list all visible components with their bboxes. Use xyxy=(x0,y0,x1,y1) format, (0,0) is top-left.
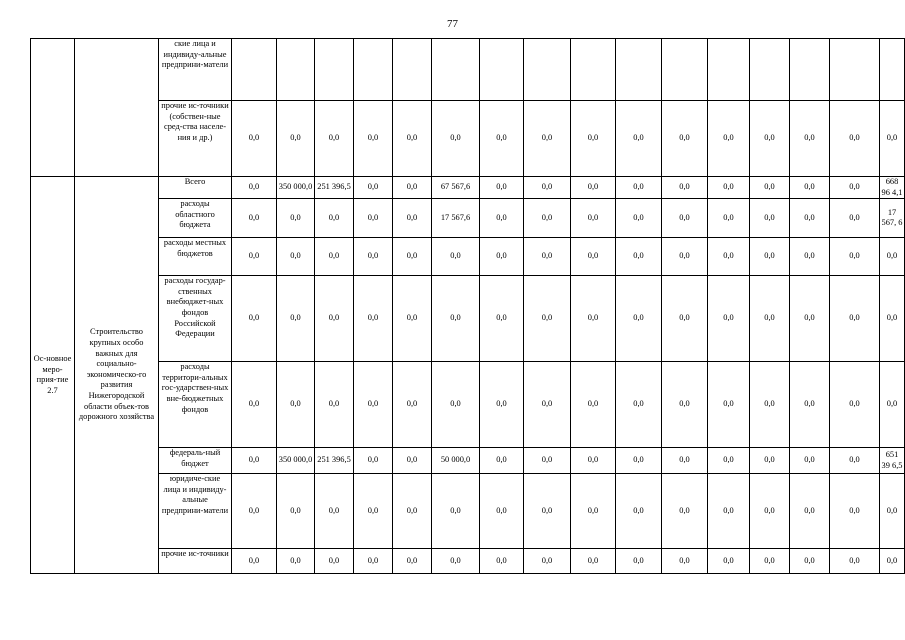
value-cell: 0,0 xyxy=(277,101,315,177)
value-cell xyxy=(750,39,790,101)
value-cell: 0,0 xyxy=(354,549,393,574)
value-cell: 0,0 xyxy=(480,238,524,276)
value-cell: 0,0 xyxy=(571,276,616,362)
funding-source-cell: Всего xyxy=(159,177,232,199)
value-cell xyxy=(616,39,662,101)
value-cell: 0,0 xyxy=(232,101,277,177)
value-cell: 0,0 xyxy=(480,199,524,238)
value-cell: 668 96 4,1 xyxy=(880,177,905,199)
value-cell: 0,0 xyxy=(790,362,830,448)
value-cell: 0,0 xyxy=(616,474,662,549)
value-cell: 0,0 xyxy=(790,474,830,549)
value-cell xyxy=(232,39,277,101)
value-cell: 0,0 xyxy=(616,448,662,474)
value-cell: 17 567, 6 xyxy=(880,199,905,238)
value-cell: 0,0 xyxy=(750,474,790,549)
table-row xyxy=(31,474,905,549)
value-cell: 0,0 xyxy=(315,101,354,177)
value-cell: 0,0 xyxy=(277,474,315,549)
value-cell xyxy=(790,39,830,101)
value-cell: 0,0 xyxy=(232,362,277,448)
value-cell: 0,0 xyxy=(616,276,662,362)
value-cell xyxy=(277,39,315,101)
value-cell: 0,0 xyxy=(880,101,905,177)
value-cell: 0,0 xyxy=(662,276,708,362)
value-cell: 0,0 xyxy=(480,101,524,177)
value-cell: 0,0 xyxy=(790,238,830,276)
value-cell: 0,0 xyxy=(232,448,277,474)
value-cell: 0,0 xyxy=(480,177,524,199)
value-cell: 0,0 xyxy=(315,362,354,448)
value-cell: 0,0 xyxy=(708,101,750,177)
value-cell: 0,0 xyxy=(571,474,616,549)
value-cell: 251 396,5 xyxy=(315,177,354,199)
value-cell: 0,0 xyxy=(708,238,750,276)
funding-source-cell: расходы государ-ственных внебюджет-ных фондов Российской Федерации xyxy=(159,276,232,362)
value-cell: 0,0 xyxy=(616,177,662,199)
value-cell: 251 396,5 xyxy=(315,448,354,474)
value-cell: 0,0 xyxy=(830,177,880,199)
value-cell: 0,0 xyxy=(571,549,616,574)
value-cell: 0,0 xyxy=(750,199,790,238)
value-cell: 0,0 xyxy=(232,238,277,276)
value-cell: 0,0 xyxy=(432,276,480,362)
value-cell: 0,0 xyxy=(790,448,830,474)
value-cell: 0,0 xyxy=(790,199,830,238)
value-cell: 0,0 xyxy=(616,101,662,177)
value-cell xyxy=(432,39,480,101)
value-cell xyxy=(354,39,393,101)
value-cell: 0,0 xyxy=(524,474,571,549)
value-cell: 0,0 xyxy=(708,177,750,199)
value-cell: 0,0 xyxy=(830,362,880,448)
value-cell: 0,0 xyxy=(315,549,354,574)
funding-source-cell: юридиче-ские лица и индивиду-альные предприни-матели xyxy=(159,474,232,549)
value-cell: 0,0 xyxy=(315,474,354,549)
value-cell: 0,0 xyxy=(354,448,393,474)
value-cell: 0,0 xyxy=(354,276,393,362)
value-cell: 0,0 xyxy=(232,177,277,199)
value-cell: 0,0 xyxy=(432,101,480,177)
value-cell: 0,0 xyxy=(354,177,393,199)
value-cell: 651 39 6,5 xyxy=(880,448,905,474)
table-row xyxy=(31,276,905,362)
value-cell: 0,0 xyxy=(393,474,432,549)
value-cell: 0,0 xyxy=(662,549,708,574)
value-cell: 0,0 xyxy=(354,474,393,549)
value-cell: 0,0 xyxy=(354,362,393,448)
value-cell: 0,0 xyxy=(480,448,524,474)
value-cell: 0,0 xyxy=(393,549,432,574)
value-cell: 0,0 xyxy=(830,199,880,238)
value-cell: 0,0 xyxy=(354,238,393,276)
value-cell: 0,0 xyxy=(524,448,571,474)
table-row xyxy=(31,177,905,199)
value-cell: 0,0 xyxy=(662,474,708,549)
table-row xyxy=(31,448,905,474)
value-cell: 0,0 xyxy=(432,474,480,549)
value-cell: 0,0 xyxy=(524,549,571,574)
value-cell: 0,0 xyxy=(750,448,790,474)
value-cell: 0,0 xyxy=(571,199,616,238)
value-cell: 0,0 xyxy=(524,362,571,448)
value-cell: 0,0 xyxy=(750,177,790,199)
value-cell: 0,0 xyxy=(277,276,315,362)
value-cell: 0,0 xyxy=(480,362,524,448)
value-cell: 0,0 xyxy=(830,474,880,549)
value-cell: 0,0 xyxy=(662,238,708,276)
value-cell: 0,0 xyxy=(277,549,315,574)
value-cell: 0,0 xyxy=(277,199,315,238)
value-cell: 0,0 xyxy=(354,101,393,177)
value-cell: 0,0 xyxy=(830,101,880,177)
value-cell: 0,0 xyxy=(571,238,616,276)
value-cell: 0,0 xyxy=(315,238,354,276)
value-cell: 0,0 xyxy=(393,276,432,362)
value-cell xyxy=(708,39,750,101)
value-cell: 0,0 xyxy=(662,199,708,238)
value-cell: 0,0 xyxy=(616,199,662,238)
value-cell: 0,0 xyxy=(480,549,524,574)
value-cell: 0,0 xyxy=(232,199,277,238)
value-cell: 0,0 xyxy=(662,177,708,199)
value-cell: 0,0 xyxy=(315,199,354,238)
value-cell: 0,0 xyxy=(432,362,480,448)
measure-code-cell xyxy=(31,39,75,177)
value-cell: 0,0 xyxy=(524,177,571,199)
value-cell: 0,0 xyxy=(277,238,315,276)
value-cell: 0,0 xyxy=(880,474,905,549)
value-cell: 0,0 xyxy=(790,276,830,362)
value-cell: 0,0 xyxy=(790,549,830,574)
value-cell: 0,0 xyxy=(480,276,524,362)
value-cell: 0,0 xyxy=(750,276,790,362)
table-body xyxy=(31,39,905,574)
table-row xyxy=(31,362,905,448)
value-cell: 0,0 xyxy=(480,474,524,549)
value-cell: 0,0 xyxy=(393,101,432,177)
value-cell: 0,0 xyxy=(524,276,571,362)
value-cell: 0,0 xyxy=(708,448,750,474)
value-cell: 0,0 xyxy=(880,276,905,362)
measure-name-cell xyxy=(75,39,159,177)
value-cell: 0,0 xyxy=(662,448,708,474)
value-cell: 0,0 xyxy=(708,276,750,362)
value-cell: 0,0 xyxy=(880,549,905,574)
funding-source-cell: прочие ис-точники xyxy=(159,549,232,574)
funding-source-cell: ские лица и индивиду-альные предприни-матели xyxy=(159,39,232,101)
value-cell: 0,0 xyxy=(708,362,750,448)
value-cell: 0,0 xyxy=(750,101,790,177)
value-cell: 0,0 xyxy=(616,549,662,574)
table-row xyxy=(31,39,905,101)
value-cell: 0,0 xyxy=(393,238,432,276)
value-cell: 0,0 xyxy=(708,549,750,574)
measure-name-cell: Строительство крупных особо важных для социально-экономическо-го развития Нижегородской области объек-тов дорожного хозяйства xyxy=(75,177,159,574)
value-cell: 0,0 xyxy=(616,362,662,448)
budget-table xyxy=(30,38,905,574)
value-cell: 0,0 xyxy=(750,549,790,574)
value-cell: 0,0 xyxy=(232,474,277,549)
value-cell: 0,0 xyxy=(432,238,480,276)
value-cell: 0,0 xyxy=(315,276,354,362)
value-cell: 0,0 xyxy=(571,177,616,199)
value-cell: 0,0 xyxy=(393,199,432,238)
value-cell: 0,0 xyxy=(393,177,432,199)
value-cell: 0,0 xyxy=(880,362,905,448)
table-row xyxy=(31,549,905,574)
value-cell: 0,0 xyxy=(571,448,616,474)
value-cell: 67 567,6 xyxy=(432,177,480,199)
value-cell: 350 000,0 xyxy=(277,177,315,199)
value-cell: 0,0 xyxy=(790,177,830,199)
value-cell xyxy=(480,39,524,101)
value-cell xyxy=(393,39,432,101)
table-row xyxy=(31,238,905,276)
value-cell: 0,0 xyxy=(830,276,880,362)
value-cell xyxy=(524,39,571,101)
value-cell xyxy=(315,39,354,101)
value-cell: 0,0 xyxy=(830,238,880,276)
table-row xyxy=(31,101,905,177)
value-cell: 17 567,6 xyxy=(432,199,480,238)
funding-source-cell: расходы местных бюджетов xyxy=(159,238,232,276)
value-cell: 0,0 xyxy=(830,448,880,474)
value-cell: 0,0 xyxy=(232,549,277,574)
funding-source-cell: федераль-ный бюджет xyxy=(159,448,232,474)
value-cell: 350 000,0 xyxy=(277,448,315,474)
funding-source-cell: расходы территори-альных гос-ударствен-ных вне-бюджетных фондов xyxy=(159,362,232,448)
value-cell xyxy=(662,39,708,101)
value-cell: 0,0 xyxy=(708,474,750,549)
value-cell xyxy=(830,39,880,101)
value-cell: 0,0 xyxy=(524,238,571,276)
value-cell: 0,0 xyxy=(524,101,571,177)
page-number: 77 xyxy=(447,18,458,30)
funding-source-cell: прочие ис-точники (собствен-ные сред-ства населе-ния и др.) xyxy=(159,101,232,177)
value-cell: 0,0 xyxy=(708,199,750,238)
value-cell: 0,0 xyxy=(232,276,277,362)
value-cell: 0,0 xyxy=(393,362,432,448)
value-cell: 0,0 xyxy=(277,362,315,448)
value-cell: 0,0 xyxy=(830,549,880,574)
value-cell: 0,0 xyxy=(616,238,662,276)
value-cell xyxy=(571,39,616,101)
value-cell: 0,0 xyxy=(393,448,432,474)
value-cell: 0,0 xyxy=(662,101,708,177)
funding-source-cell: расходы областного бюджета xyxy=(159,199,232,238)
value-cell: 0,0 xyxy=(880,238,905,276)
value-cell: 0,0 xyxy=(571,362,616,448)
value-cell: 50 000,0 xyxy=(432,448,480,474)
value-cell: 0,0 xyxy=(662,362,708,448)
value-cell: 0,0 xyxy=(790,101,830,177)
value-cell: 0,0 xyxy=(524,199,571,238)
measure-code-cell: Ос-новное меро-прия-тие 2.7 xyxy=(31,177,75,574)
value-cell: 0,0 xyxy=(571,101,616,177)
value-cell: 0,0 xyxy=(432,549,480,574)
value-cell xyxy=(880,39,905,101)
value-cell: 0,0 xyxy=(354,199,393,238)
value-cell: 0,0 xyxy=(750,238,790,276)
table-row xyxy=(31,199,905,238)
value-cell: 0,0 xyxy=(750,362,790,448)
